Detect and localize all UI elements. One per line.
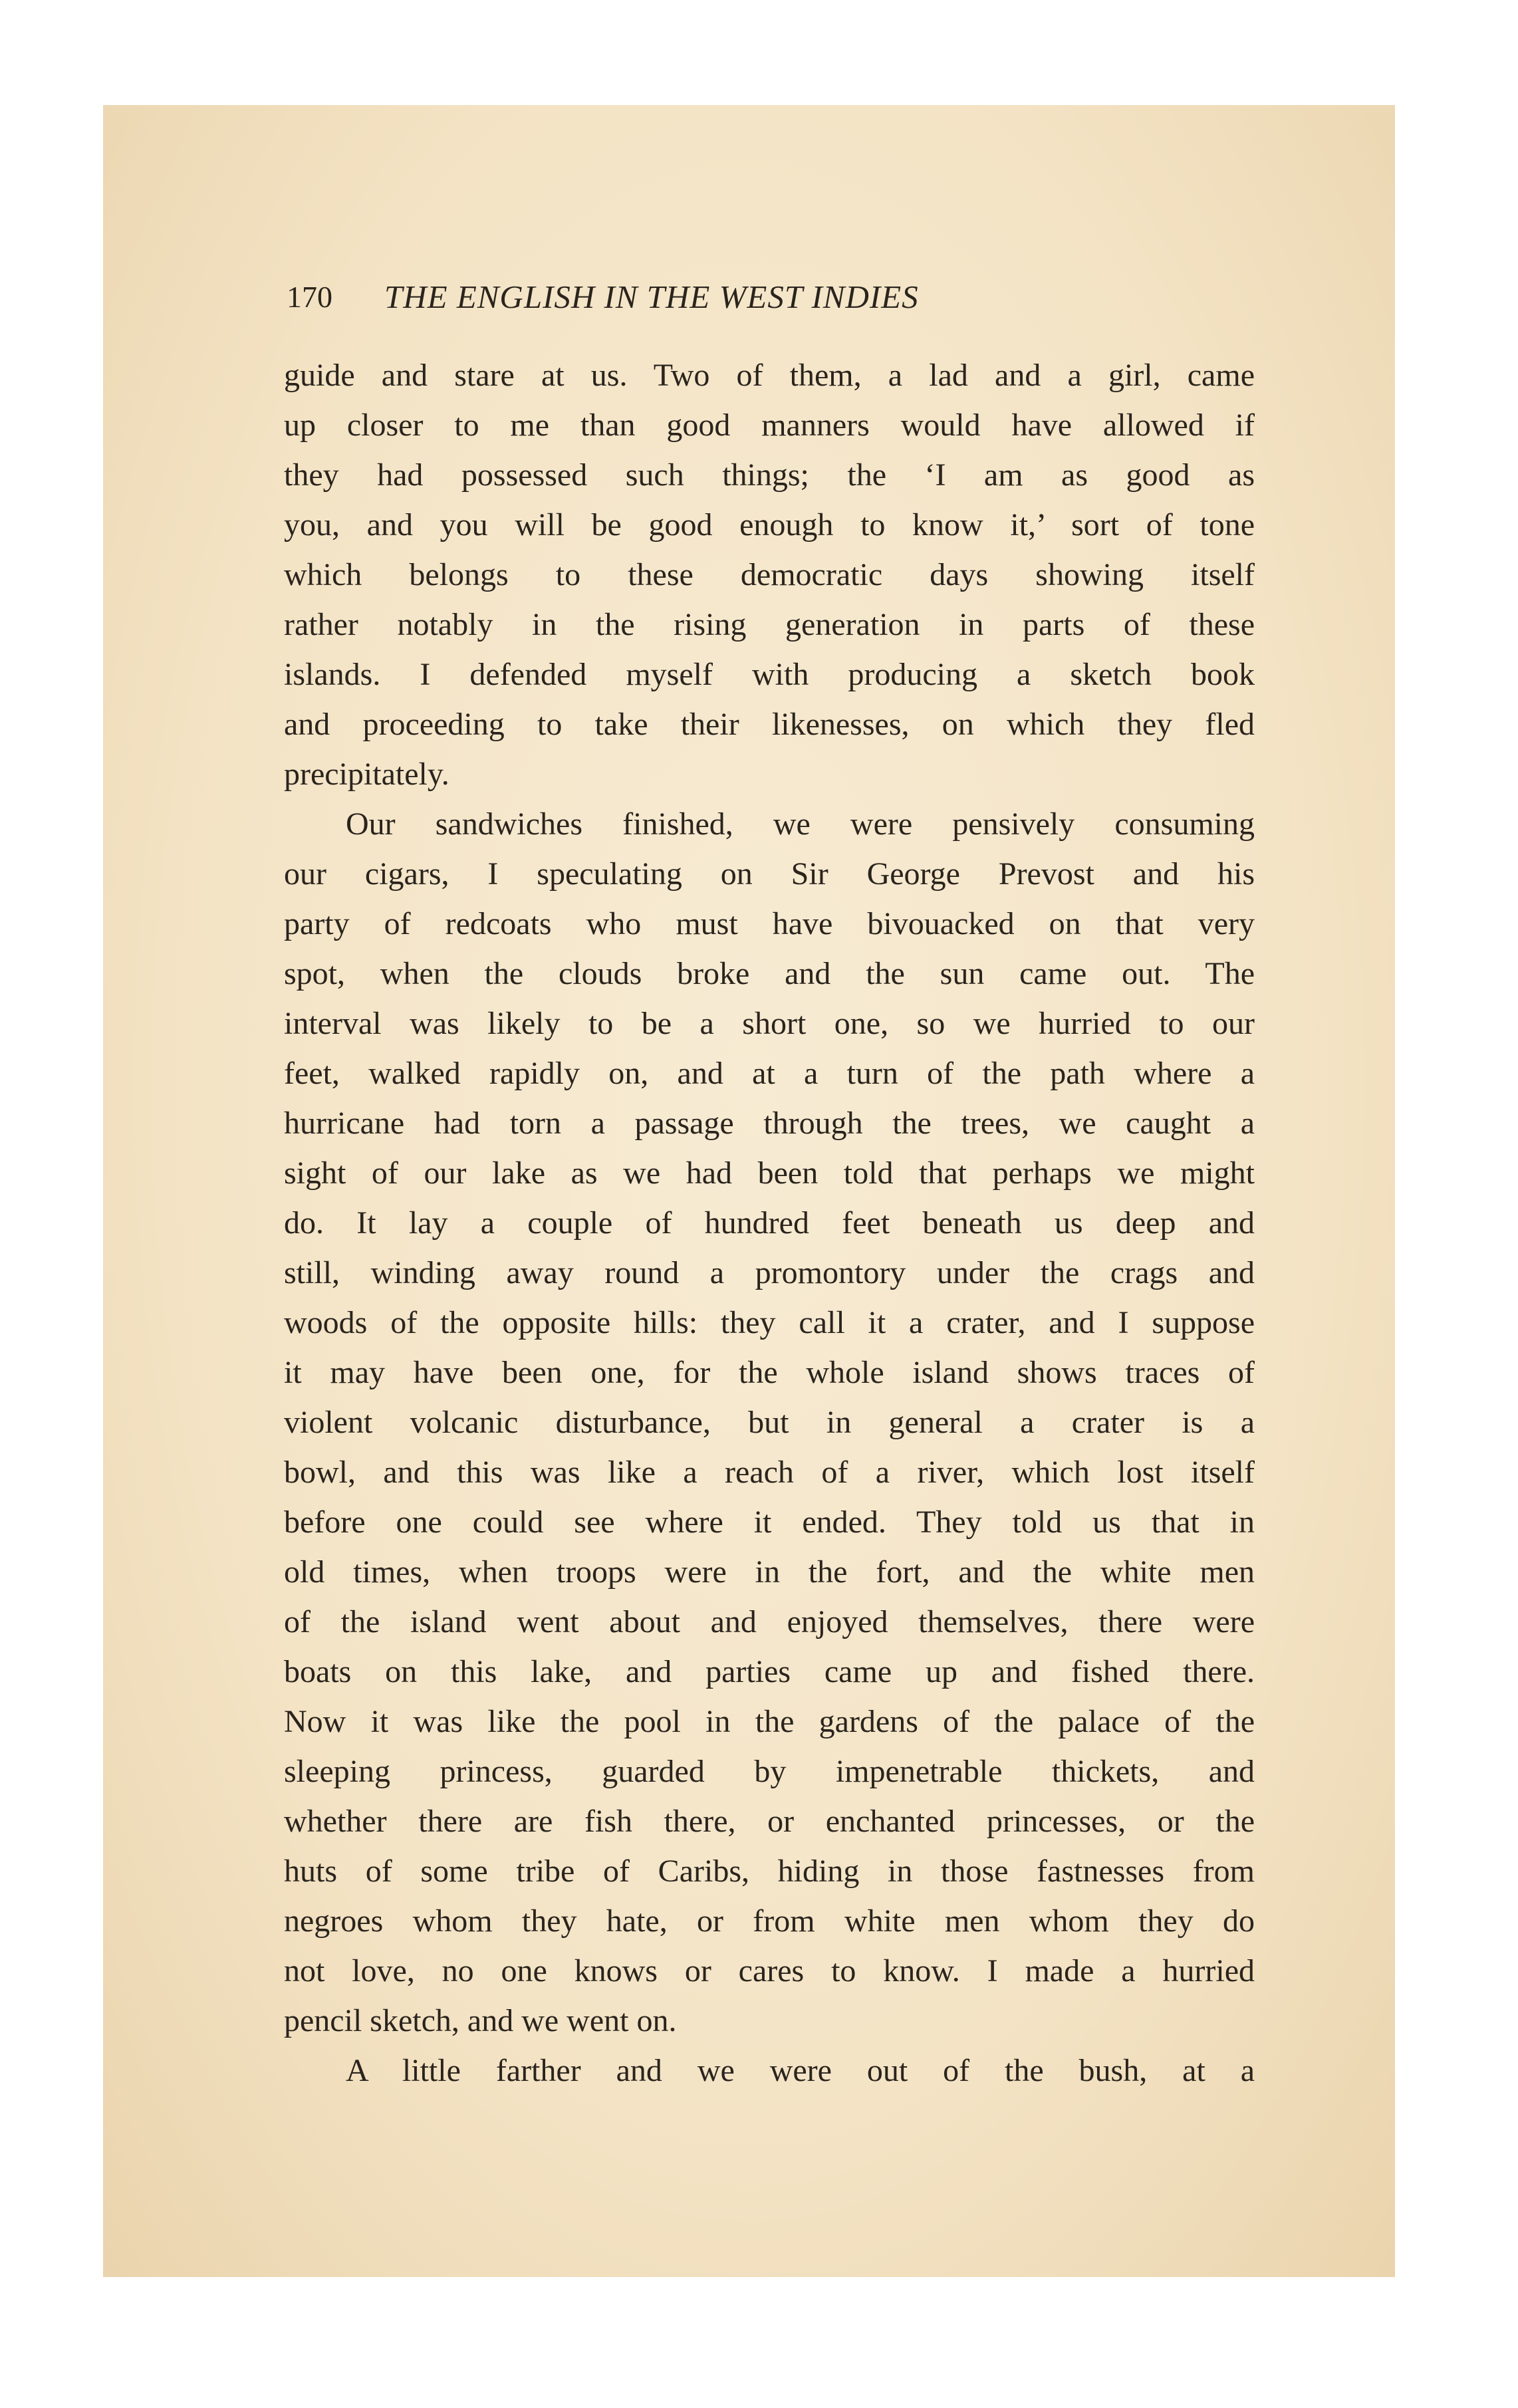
text-line: do. It lay a couple of hundred feet beneath us deep and (284, 1205, 1255, 1241)
text-line: woods of the opposite hills: they call it a crater, and I suppose (284, 1305, 1255, 1340)
text-line: party of redcoats who must have bivouacked on that very (284, 906, 1255, 941)
text-line: bowl, and this was like a reach of a river, which lost itself (284, 1455, 1255, 1490)
text-line: hurricane had torn a passage through the trees, we caught a (284, 1106, 1255, 1141)
page-number: 170 (287, 280, 332, 314)
text-line: not love, no one knows or cares to know. I made a hurried (284, 1953, 1255, 1988)
text-line: guide and stare at us. Two of them, a lad and a girl, came (284, 358, 1255, 393)
text-line: huts of some tribe of Caribs, hiding in those fastnesses from (284, 1854, 1255, 1889)
text-line: whether there are fish there, or enchanted princesses, or the (284, 1804, 1255, 1839)
text-line: interval was likely to be a short one, so we hurried to our (284, 1006, 1255, 1041)
text-line: rather notably in the rising generation in parts of these (284, 607, 1255, 642)
text-line: up closer to me than good manners would have allowed if (284, 408, 1255, 443)
text-line: our cigars, I speculating on Sir George Prevost and his (284, 856, 1255, 892)
text-line: still, winding away round a promontory under the crags and (284, 1255, 1255, 1290)
text-line: sight of our lake as we had been told that perhaps we might (284, 1155, 1255, 1191)
text-line: precipitately. (284, 757, 449, 792)
text-line: which belongs to these democratic days showing itself (284, 557, 1255, 592)
text-line: boats on this lake, and parties came up and fished there. (284, 1654, 1255, 1689)
text-line: of the island went about and enjoyed themselves, there were (284, 1604, 1255, 1639)
text-line: you, and you will be good enough to know it,’ sort of tone (284, 507, 1255, 542)
running-title: THE ENGLISH IN THE WEST INDIES (384, 279, 919, 315)
text-line: and proceeding to take their likenesses, on which they fled (284, 707, 1255, 742)
text-line: Now it was like the pool in the gardens of the palace of the (284, 1704, 1255, 1739)
text-line: negroes whom they hate, or from white men whom they do (284, 1903, 1255, 1939)
text-line: A little farther and we were out of the bush, at a (346, 2053, 1255, 2088)
text-line: pencil sketch, and we went on. (284, 2003, 677, 2038)
text-line: they had possessed such things; the ‘I am as good as (284, 457, 1255, 493)
text-line: before one could see where it ended. They told us that in (284, 1505, 1255, 1540)
text-line: spot, when the clouds broke and the sun came out. The (284, 956, 1255, 991)
body-text (284, 350, 1255, 2096)
text-line: it may have been one, for the whole island shows traces of (284, 1355, 1255, 1390)
text-line: islands. I defended myself with producing a sketch book (284, 657, 1255, 692)
text-line: old times, when troops were in the fort, and the white men (284, 1554, 1255, 1590)
text-line: Our sandwiches finished, we were pensively consuming (346, 806, 1255, 842)
text-line: violent volcanic disturbance, but in general a crater is a (284, 1405, 1255, 1440)
text-line: feet, walked rapidly on, and at a turn of the path where a (284, 1056, 1255, 1091)
text-line: sleeping princess, guarded by impenetrable thickets, and (284, 1754, 1255, 1789)
